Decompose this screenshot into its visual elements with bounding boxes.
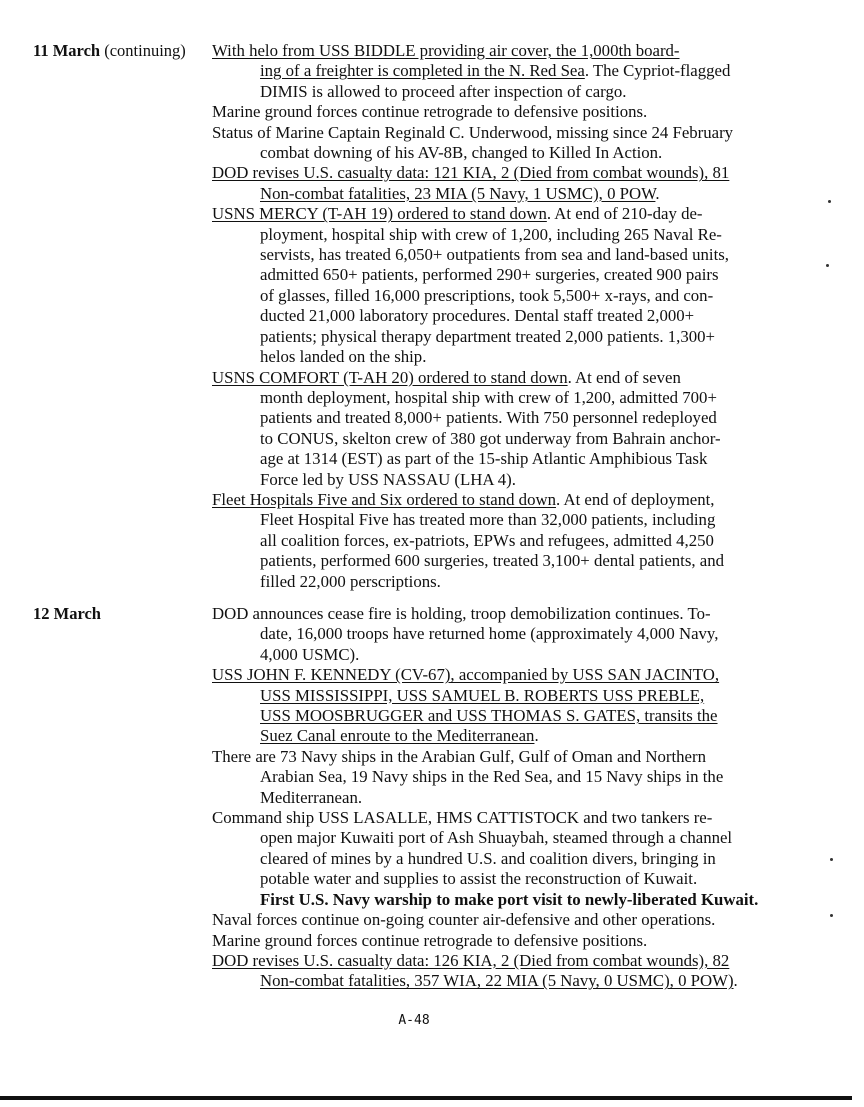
text-line xyxy=(212,204,772,224)
text-segment: of glasses, filled 16,000 prescriptions, took 5,500+ x-rays, and con- xyxy=(260,285,714,305)
text-line xyxy=(212,265,772,285)
text-line xyxy=(212,767,772,787)
text-line xyxy=(212,971,772,991)
text-line xyxy=(212,910,772,930)
text-line xyxy=(212,470,772,490)
text-line xyxy=(212,747,772,767)
text-segment: ployment, hospital ship with crew of 1,200, including 265 Naval Re- xyxy=(260,224,722,244)
underlined-text: Non-combat fatalities, 23 MIA (5 Navy, 1 USMC), 0 POW xyxy=(260,183,656,203)
text-segment: age at 1314 (EST) as part of the 15-ship Atlantic Amphibious Task xyxy=(260,449,708,469)
entry-paragraph xyxy=(212,951,772,992)
text-segment: Command ship USS LASALLE, HMS CATTISTOCK and two tankers re- xyxy=(212,808,713,828)
entry-paragraph xyxy=(212,102,772,122)
text-line xyxy=(212,510,772,530)
text-segment: servists, has treated 6,050+ outpatients from sea and land-based units, xyxy=(260,245,729,265)
text-line xyxy=(212,347,772,367)
text-segment: patients, performed 600 surgeries, treated 3,100+ dental patients, and xyxy=(260,551,724,571)
text-line xyxy=(212,327,772,347)
text-segment: . The Cypriot-flagged xyxy=(584,61,731,81)
text-line xyxy=(212,102,772,122)
text-line xyxy=(212,788,772,808)
text-line xyxy=(212,408,772,428)
text-segment: Status of Marine Captain Reginald C. Underwood, missing since 24 February xyxy=(212,122,734,142)
text-line xyxy=(212,449,772,469)
text-segment: . At end of 210-day de- xyxy=(546,204,703,224)
text-segment: There are 73 Navy ships in the Arabian Gulf, Gulf of Oman and Northern xyxy=(212,746,706,766)
text-line xyxy=(212,123,772,143)
underlined-text: USNS COMFORT (T-AH 20) ordered to stand down xyxy=(212,367,568,387)
scan-speck xyxy=(830,914,833,917)
date-label xyxy=(33,41,186,61)
date-label xyxy=(33,604,101,624)
text-line xyxy=(212,184,772,204)
text-segment: . xyxy=(733,971,738,991)
entry-paragraph xyxy=(212,665,772,747)
date-text: 12 March xyxy=(33,604,101,623)
text-line xyxy=(212,551,772,571)
page-number: A-48 xyxy=(398,1013,430,1028)
underlined-text: USS MOOSBRUGGER and USS THOMAS S. GATES, transits the xyxy=(260,706,718,726)
text-segment: combat downing of his AV-8B, changed to Killed In Action. xyxy=(260,143,663,163)
entry-paragraph xyxy=(212,490,772,592)
text-line xyxy=(212,245,772,265)
text-segment: date, 16,000 troops have returned home (approximately 4,000 Navy, xyxy=(260,624,719,644)
entry-paragraph xyxy=(212,604,772,665)
date-text: 11 March xyxy=(33,41,101,60)
underlined-text: DOD revises U.S. casualty data: 126 KIA, 2 (Died from combat wounds), 82 xyxy=(212,950,730,970)
text-line xyxy=(212,429,772,449)
text-line xyxy=(212,869,772,889)
entry-paragraph xyxy=(212,747,772,808)
underlined-text: With helo from USS BIDDLE providing air cover, the 1,000th board- xyxy=(212,41,680,60)
text-line xyxy=(212,604,772,624)
text-segment: patients; physical therapy department treated 2,000 patients. 1,300+ xyxy=(260,326,715,346)
text-segment: admitted 650+ patients, performed 290+ surgeries, created 900 pairs xyxy=(260,265,719,285)
text-line xyxy=(212,368,772,388)
text-line xyxy=(212,82,772,102)
text-segment: DIMIS is allowed to proceed after inspection of cargo. xyxy=(260,81,627,101)
text-segment: all coalition forces, ex-patriots, EPWs and refugees, admitted 4,250 xyxy=(260,530,714,550)
text-segment: Naval forces continue on-going counter air-defensive and other operations. xyxy=(212,910,716,930)
entry-paragraph xyxy=(212,910,772,930)
text-segment: filled 22,000 perscriptions. xyxy=(260,571,441,591)
entry-paragraph xyxy=(212,41,772,102)
text-segment: Force led by USS NASSAU (LHA 4). xyxy=(260,469,516,489)
text-line xyxy=(212,490,772,510)
text-segment: . xyxy=(655,183,660,203)
text-line xyxy=(212,951,772,971)
text-line xyxy=(212,225,772,245)
entry-body xyxy=(212,41,772,592)
text-line xyxy=(212,624,772,644)
text-line xyxy=(212,645,772,665)
text-segment: Arabian Sea, 19 Navy ships in the Red Sea, and 15 Navy ships in the xyxy=(260,767,724,787)
text-line xyxy=(212,572,772,592)
underlined-text: USNS MERCY (T-AH 19) ordered to stand down xyxy=(212,204,547,224)
text-segment: open major Kuwaiti port of Ash Shuaybah, steamed through a channel xyxy=(260,828,733,848)
entry-paragraph xyxy=(212,368,772,490)
entry-paragraph xyxy=(212,808,772,910)
bold-text: First U.S. Navy warship to make port visit to newly-liberated Kuwait. xyxy=(260,889,759,909)
text-segment: Fleet Hospital Five has treated more than 32,000 patients, including xyxy=(260,510,716,530)
underlined-text: Non-combat fatalities, 357 WIA, 22 MIA (5 Navy, 0 USMC), 0 POW) xyxy=(260,971,734,991)
text-line xyxy=(212,286,772,306)
underlined-text: USS MISSISSIPPI, USS SAMUEL B. ROBERTS USS PREBLE, xyxy=(260,685,705,705)
text-segment: to CONUS, skelton crew of 380 got underway from Bahrain anchor- xyxy=(260,428,721,448)
text-line xyxy=(212,665,772,685)
underlined-text: USS JOHN F. KENNEDY (CV-67), accompanied by USS SAN JACINTO, xyxy=(212,665,720,685)
text-line xyxy=(212,890,772,910)
underlined-text: Fleet Hospitals Five and Six ordered to stand down xyxy=(212,489,556,509)
text-line xyxy=(212,706,772,726)
underlined-text: Suez Canal enroute to the Mediterranean xyxy=(260,726,535,746)
text-segment: Marine ground forces continue retrograde to defensive positions. xyxy=(212,930,648,950)
date-suffix: (continuing) xyxy=(104,41,186,60)
text-segment: helos landed on the ship. xyxy=(260,347,427,367)
text-line xyxy=(212,531,772,551)
text-segment: Marine ground forces continue retrograde to defensive positions. xyxy=(212,102,648,122)
text-segment: . At end of seven xyxy=(567,367,681,387)
text-line xyxy=(212,388,772,408)
scan-speck xyxy=(826,264,829,267)
text-line xyxy=(212,849,772,869)
scan-speck xyxy=(830,858,833,861)
text-segment: potable water and supplies to assist the reconstruction of Kuwait. xyxy=(260,869,698,889)
bottom-rule xyxy=(0,1096,852,1100)
text-line xyxy=(212,726,772,746)
text-line xyxy=(212,163,772,183)
entry-paragraph xyxy=(212,204,772,367)
text-segment: month deployment, hospital ship with crew of 1,200, admitted 700+ xyxy=(260,387,717,407)
text-line xyxy=(212,41,772,61)
entry-paragraph xyxy=(212,931,772,951)
text-segment: ducted 21,000 laboratory procedures. Dental staff treated 2,000+ xyxy=(260,306,695,326)
underlined-text: ing of a freighter is completed in the N. Red Sea xyxy=(260,61,585,81)
underlined-text: DOD revises U.S. casualty data: 121 KIA, 2 (Died from combat wounds), 81 xyxy=(212,163,730,183)
text-segment: DOD announces cease fire is holding, troop demobilization continues. To- xyxy=(212,604,711,623)
text-line xyxy=(212,686,772,706)
text-line xyxy=(212,143,772,163)
text-segment: . xyxy=(534,726,539,746)
text-segment: patients and treated 8,000+ patients. With 750 personnel redeployed xyxy=(260,408,717,428)
entry-body xyxy=(212,604,772,992)
text-segment: . At end of deployment, xyxy=(555,489,715,509)
text-line xyxy=(212,828,772,848)
text-line xyxy=(212,808,772,828)
text-line xyxy=(212,306,772,326)
text-segment: 4,000 USMC). xyxy=(260,644,360,664)
text-segment: cleared of mines by a hundred U.S. and coalition divers, bringing in xyxy=(260,848,716,868)
scan-speck xyxy=(828,200,831,203)
entry-paragraph xyxy=(212,123,772,164)
text-line xyxy=(212,931,772,951)
text-line xyxy=(212,61,772,81)
entry-paragraph xyxy=(212,163,772,204)
text-segment: Mediterranean. xyxy=(260,787,363,807)
